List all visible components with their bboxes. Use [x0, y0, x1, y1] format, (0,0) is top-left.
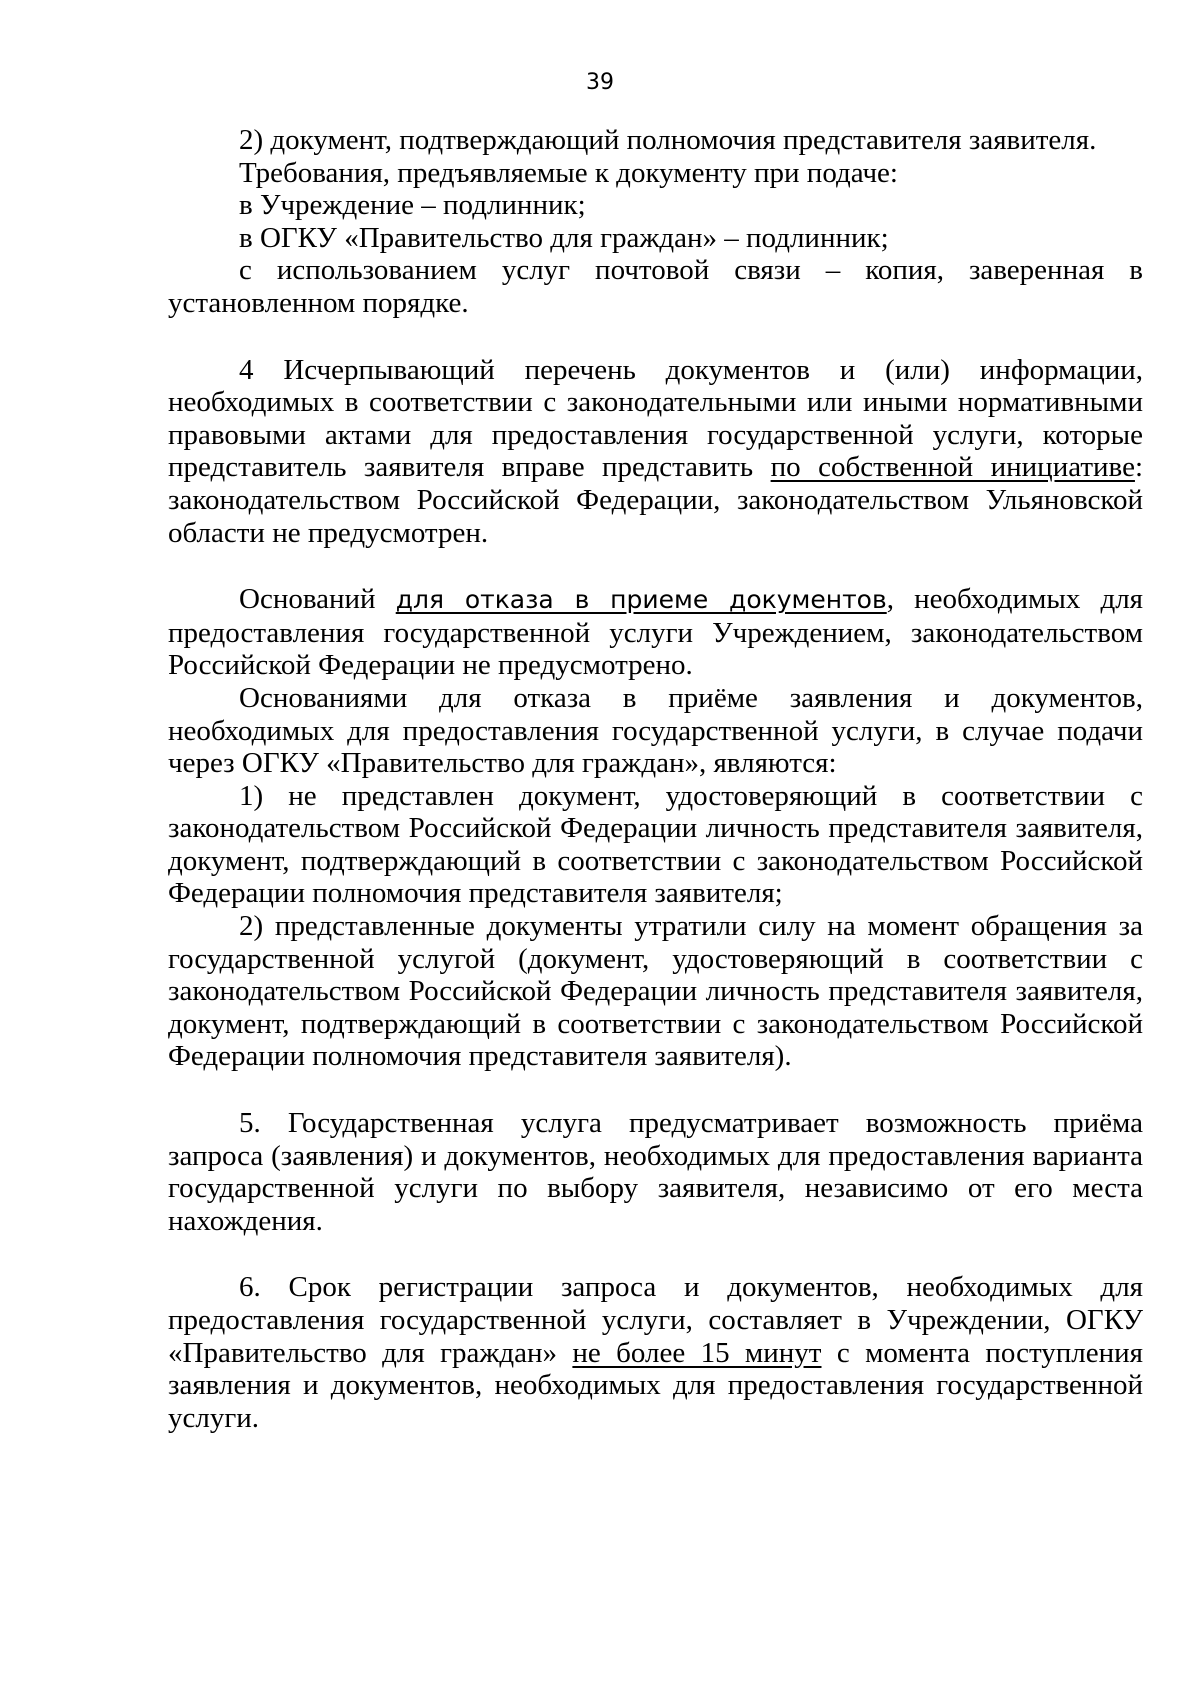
- paragraph-item-5: 5. Государственная услуга предусматривает возможность приёма запроса (заявления) и документов, необходимых для предоставления варианта государственной услуги по выбору заявителя, независимо от его места нахождения.: [168, 1107, 1143, 1237]
- paragraph-postal-copy: с использованием услуг почтовой связи – копия, заверенная в установленном порядке.: [168, 254, 1143, 319]
- paragraph-institution-original: в Учреждение – подлинник;: [239, 189, 586, 222]
- paragraph-ogku-original: в ОГКУ «Правительство для граждан» – подлинник;: [239, 221, 889, 254]
- paragraph-gap: [168, 549, 1143, 583]
- paragraph-no-refusal-grounds: [168, 583, 1143, 682]
- underlined-15-minutes: не более 15 минут: [572, 1336, 822, 1369]
- document-body: [168, 124, 1143, 1434]
- paragraph-no-refusal-tail: , необходимых для предоставления государственной услуги Учреждением, законодательством Российской Федерации не предусмотрено.: [168, 583, 1144, 682]
- paragraph-refusal-grounds-ogku: Основаниями для отказа в приёме заявления и документов, необходимых для предоставления государственной услуги, в случае подачи через ОГКУ «Правительство для граждан», являются:: [168, 681, 1143, 780]
- underlined-own-initiative: по собственной инициативе: [770, 451, 1135, 484]
- paragraph-gap: [168, 1073, 1143, 1107]
- paragraph-item-6-tail: с момента поступления заявления и документов, необходимых для предоставления государственной услуги.: [168, 1336, 1144, 1434]
- paragraph-item-6-lead: 6. Срок регистрации запроса и документов, необходимых для предоставления государственной услуги, составляет в Учреждении, ОГКУ «Правительство для граждан»: [168, 1271, 1143, 1369]
- paragraph-document-requirements: Требования, предъявляемые к документу при подаче:: [239, 156, 898, 189]
- paragraph-gap: [168, 1237, 1143, 1271]
- page-number: 39: [586, 70, 614, 95]
- paragraph-gap: [168, 320, 1143, 354]
- paragraph-exhaustive-list-tail: : законодательством Российской Федерации, законодательством Ульяновской области не предусмотрен.: [168, 451, 1143, 549]
- paragraph-item-6: [168, 1271, 1143, 1434]
- underlined-refusal-phrase: для отказа в приеме документов: [395, 585, 887, 615]
- paragraph-ground-1: 1) не представлен документ, удостоверяющий в соответствии с законодательством Российской Федерации личность представителя заявителя, документ, подтверждающий в соответствии с законодательством Российской Федерации полномочия представителя заявителя;: [168, 779, 1143, 910]
- paragraph-no-refusal-lead: Оснований: [239, 583, 376, 616]
- paragraph-exhaustive-list-text: 4 Исчерпывающий перечень документов и (или) информации, необходимых в соответствии с законодательными или иными нормативными правовыми актами для предоставления государственной услуги, которые представитель заявителя вправе представить: [168, 353, 1143, 484]
- paragraph-representative-document: 2) документ, подтверждающий полномочия представителя заявителя.: [239, 124, 1097, 156]
- paragraph-ground-2: 2) представленные документы утратили силу на момент обращения за государственной услугой (документ, удостоверяющий в соответствии с законодательством Российской Федерации личность представителя заявителя, документ, подтверждающий в соответствии с законодательством Российской Федерации полномочия представителя заявителя).: [168, 910, 1143, 1073]
- paragraph-exhaustive-list: [168, 354, 1143, 550]
